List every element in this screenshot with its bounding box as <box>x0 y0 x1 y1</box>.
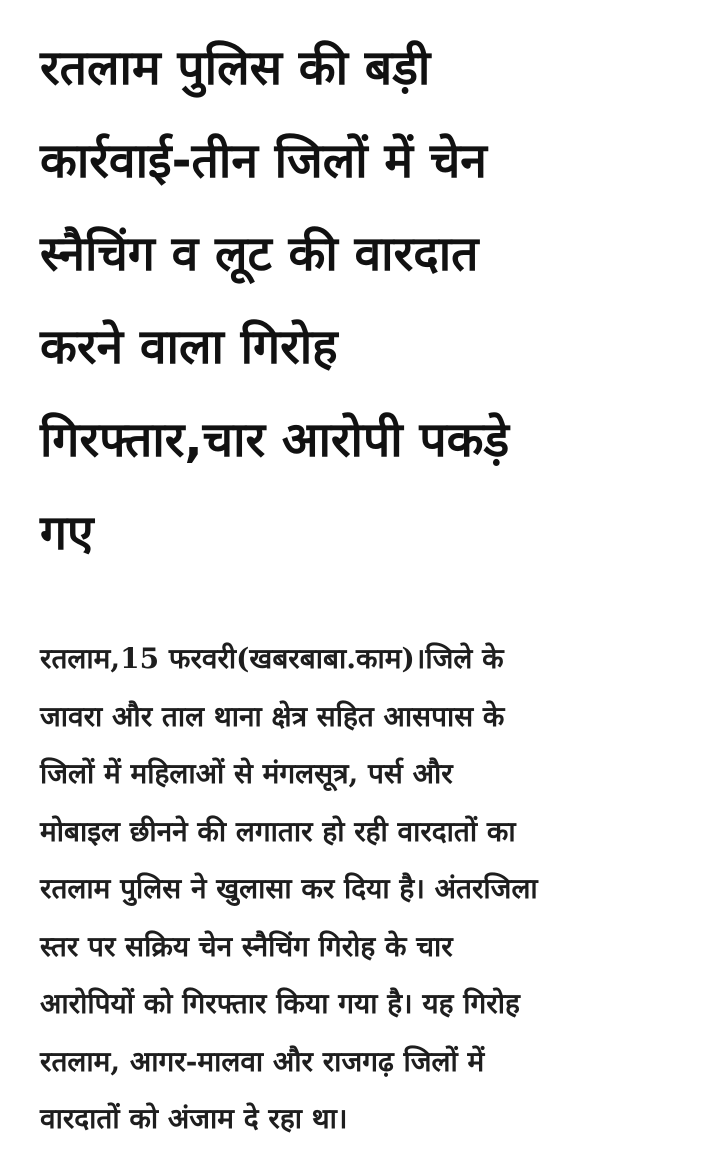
article <box>40 22 690 580</box>
headline-line: कार्रवाई-तीन जिलों में चेन <box>40 133 487 189</box>
body-line: जिलों में महिलाओं से मंगलसूत्र, पर्स और <box>40 757 453 790</box>
body-line: रतलाम,15 फरवरी(खबरबाबा.काम)।जिले के <box>40 642 504 675</box>
headline-line: करने वाला गिरोह <box>40 319 338 375</box>
headline-line: गिरफ्तार,चार आरोपी पकड़े <box>40 412 510 468</box>
body-line: स्तर पर सक्रिय चेन स्नैचिंग गिरोह के चार <box>40 929 453 963</box>
body-line: रतलाम, आगर-मालवा और राजगढ़ जिलों में <box>40 1044 485 1078</box>
headline-line: स्नैचिंग व लूट की वारदात <box>40 226 479 282</box>
headline <box>40 22 690 580</box>
body-line: रतलाम पुलिस ने खुलासा कर दिया है। अंतरजिला <box>40 872 538 905</box>
body-line: वारदातों को अंजाम दे रहा था। <box>40 1102 348 1135</box>
article-body <box>40 630 700 1148</box>
body-line: आरोपियों को गिरफ्तार किया गया है। यह गिरोह <box>40 987 520 1020</box>
headline-line: रतलाम पुलिस की बड़ी <box>40 40 431 96</box>
headline-line: गए <box>40 505 94 561</box>
body-line: मोबाइल छीनने की लगातार हो रही वारदातों का <box>40 814 516 848</box>
body-line: जावरा और ताल थाना क्षेत्र सहित आसपास के <box>40 699 505 733</box>
